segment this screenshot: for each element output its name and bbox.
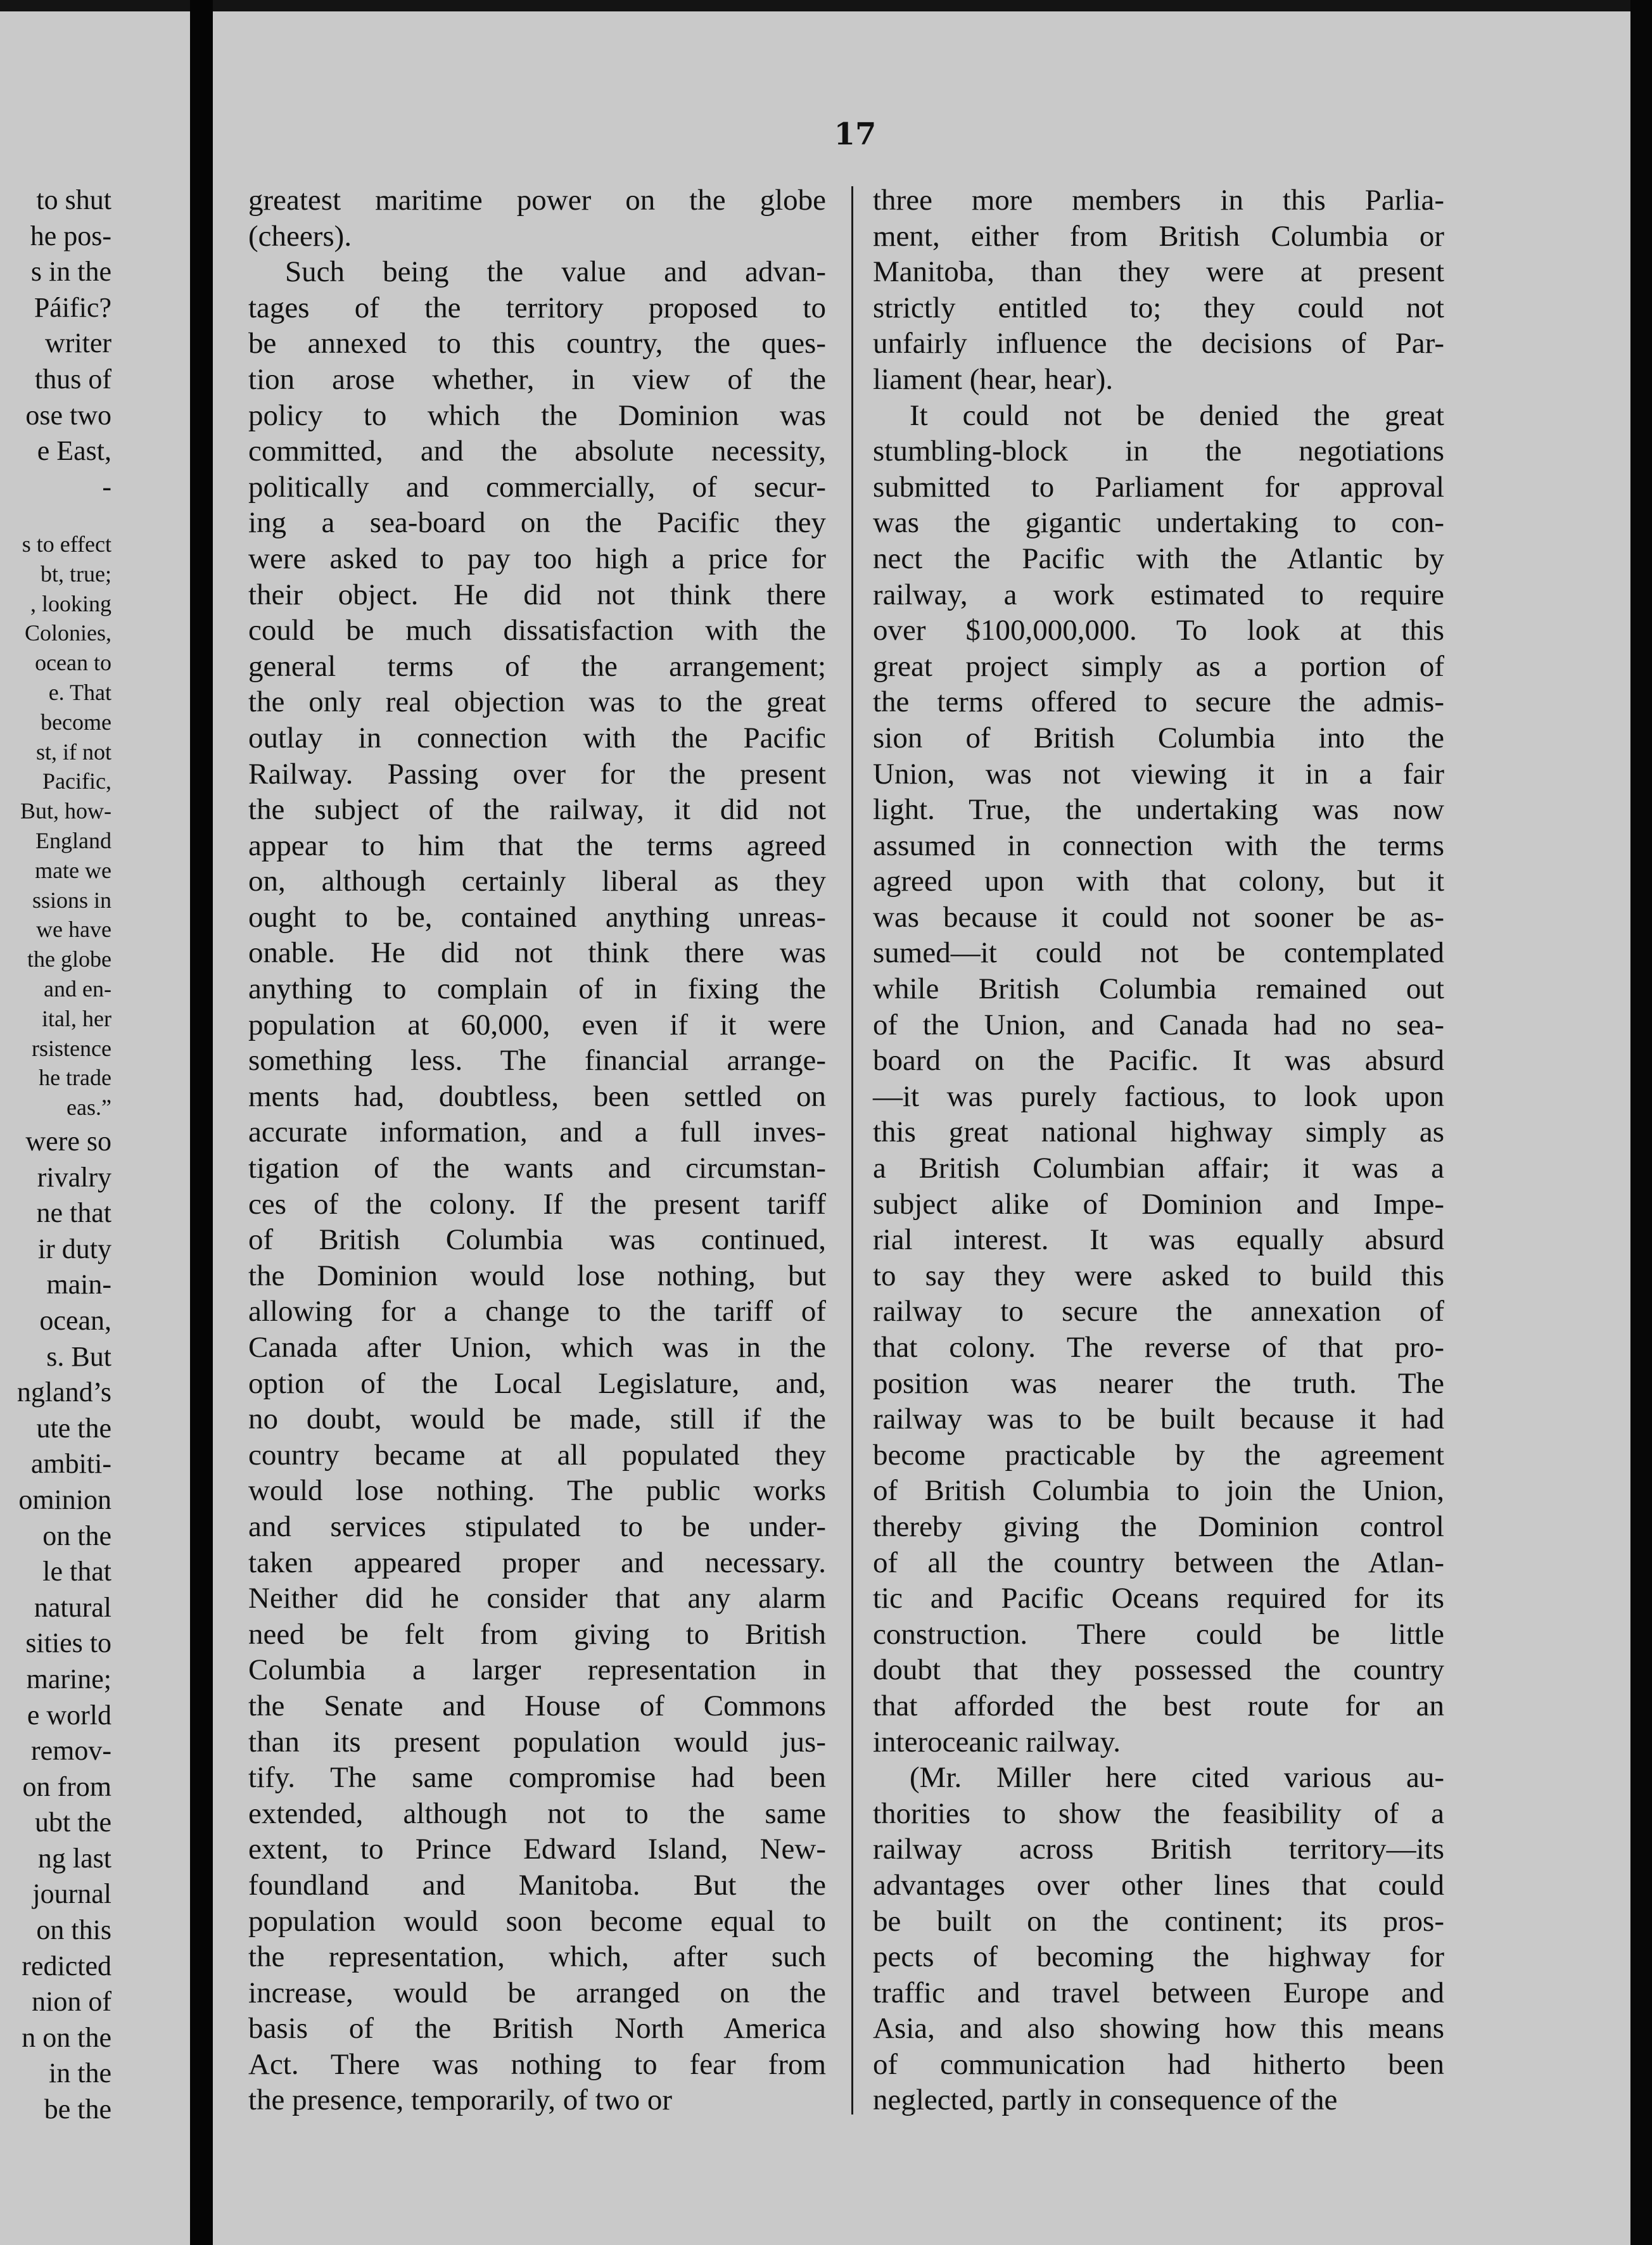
fragment-line: thus of (35, 363, 111, 395)
text-line: a British Columbian affair; it was a (873, 1152, 1444, 1185)
fragment-line: redicted (22, 1950, 111, 1981)
fragment-line: ubt the (35, 1807, 111, 1838)
text-line: of British Columbia to join the Union, (873, 1474, 1444, 1508)
text-line: neglected, partly in consequence of the (873, 2083, 1338, 2117)
text-line: submitted to Parliament for approval (873, 470, 1444, 504)
text-line: increase, would be arranged on the (248, 1976, 826, 2009)
fragment-line: ose two (25, 399, 111, 431)
text-line: Asia, and also showing how this means (873, 2012, 1444, 2045)
text-line: need be felt from giving to British (248, 1617, 826, 1651)
fragment-line: s in the (30, 256, 111, 288)
fragment-line: ir duty (37, 1233, 111, 1264)
fragment-line: e. That (48, 679, 111, 705)
fragment-line: become (41, 709, 111, 735)
fragment-line: sities to (25, 1627, 111, 1659)
text-line: three more members in this Parlia- (873, 184, 1444, 217)
text-line: railway across British territory—its (873, 1833, 1444, 1866)
text-line: light. True, the undertaking was now (873, 793, 1444, 827)
text-line: tion arose whether, in view of the (248, 362, 826, 396)
text-line: greatest maritime power on the globe (248, 184, 826, 217)
text-line: railway, a work estimated to require (873, 578, 1444, 611)
text-line: basis of the British North America (248, 2012, 826, 2045)
fragment-line: Páific? (34, 291, 111, 323)
text-line: of the Union, and Canada had no sea- (873, 1008, 1444, 1041)
text-line: extent, to Prince Edward Island, New- (248, 1833, 826, 1866)
text-line: that afforded the best route for an (873, 1689, 1444, 1722)
text-line: thorities to show the feasibility of a (873, 1797, 1444, 1830)
fragment-line: marine; (26, 1663, 111, 1695)
text-line: policy to which the Dominion was (248, 398, 826, 432)
text-line: of communication had hitherto been (873, 2047, 1444, 2081)
fragment-line: on from (22, 1771, 111, 1802)
text-line: ing a sea-board on the Pacific they (248, 506, 826, 540)
fragment-line: , looking (30, 590, 111, 616)
fragment-line: were so (25, 1126, 111, 1157)
text-line: onable. He did not think there was (248, 936, 826, 970)
text-line: be built on the continent; its pros- (873, 1904, 1444, 1938)
text-line: anything to complain of in fixing the (248, 972, 826, 1006)
fragment-line: le that (42, 1556, 111, 1587)
fragment-line: ominion (18, 1484, 111, 1515)
fragment-line: he trade (39, 1065, 111, 1091)
text-line: would lose nothing. The public works (248, 1474, 826, 1508)
column-divider (851, 186, 853, 2115)
text-line: this great national highway simply as (873, 1116, 1444, 1149)
text-line: sumed—it could not be contemplated (873, 936, 1444, 970)
fragment-line: eas.” (67, 1095, 111, 1121)
text-line: the Senate and House of Commons (248, 1689, 826, 1722)
fragment-line: ssions in (32, 887, 111, 913)
fragment-line: st, if not (35, 739, 111, 765)
fragment-line: we have (36, 917, 111, 943)
text-line: to say they were asked to build this (873, 1259, 1444, 1292)
fragment-line: rivalry (37, 1161, 111, 1193)
text-line: the presence, temporarily, of two or (248, 2083, 673, 2117)
fragment-line: ocean to (35, 650, 111, 676)
text-line: Union, was not viewing it in a fair (873, 757, 1444, 791)
text-line: Canada after Union, which was in the (248, 1331, 826, 1364)
text-column-right (854, 182, 1444, 2118)
text-line: sion of British Columbia into the (873, 721, 1444, 754)
page-number: 17 (834, 117, 877, 152)
text-line: nect the Pacific with the Atlantic by (873, 542, 1444, 575)
text-line: tigation of the wants and circumstan- (248, 1152, 826, 1185)
fragment-block (0, 182, 111, 505)
text-line: assumed in connection with the terms (873, 829, 1444, 862)
text-line: stumbling-block in the negotiations (873, 435, 1444, 468)
text-line: appear to him that the terms agreed (248, 829, 826, 862)
binding-shadow (190, 0, 213, 2245)
text-line: traffic and travel between Europe and (873, 1976, 1444, 2009)
text-line: committed, and the absolute necessity, (248, 435, 826, 468)
text-line: Manitoba, than they were at present (873, 255, 1444, 289)
text-line: the Dominion would lose nothing, but (248, 1259, 826, 1292)
text-line: unfairly influence the decisions of Par- (873, 327, 1444, 360)
text-line: was because it could not sooner be as- (873, 900, 1444, 934)
text-line: great project simply as a portion of (873, 649, 1444, 683)
top-page-edge (0, 0, 1652, 11)
text-line: Neither did he consider that any alarm (248, 1582, 826, 1615)
text-line: the only real objection was to the great (248, 685, 826, 719)
text-line: advantages over other lines that could (873, 1868, 1444, 1902)
text-line: outlay in connection with the Pacific (248, 721, 826, 754)
fragment-line: ambiti- (30, 1448, 111, 1480)
fragment-line: nion of (32, 1986, 111, 2018)
text-line: ces of the colony. If the present tariff (248, 1187, 826, 1221)
text-line: rial interest. It was equally absurd (873, 1223, 1444, 1257)
text-line: doubt that they possessed the country (873, 1653, 1444, 1687)
text-line: their object. He did not think there (248, 578, 826, 611)
text-line: no doubt, would be made, still if the (248, 1402, 826, 1436)
fragment-line: s. But (46, 1340, 111, 1372)
text-line: (cheers). (248, 219, 352, 253)
fragment-line: writer (44, 328, 111, 359)
fragment-line: bt, true; (41, 561, 111, 587)
text-line: the representation, which, after such (248, 1940, 826, 1974)
text-line: population at 60,000, even if it were (248, 1008, 826, 1041)
text-line: liament (hear, hear). (873, 362, 1114, 396)
text-line: extended, although not to the same (248, 1797, 826, 1830)
fragment-line: England (35, 827, 111, 853)
text-line: than its present population would jus- (248, 1725, 826, 1758)
text-line: foundland and Manitoba. But the (248, 1868, 826, 1902)
fragment-line: ital, her (42, 1005, 111, 1031)
text-line: tages of the territory proposed to (248, 291, 826, 324)
text-line: of all the country between the Atlan- (873, 1546, 1444, 1579)
fragment-line: e world (27, 1699, 111, 1731)
fragment-line: n on the (22, 2021, 111, 2053)
fragment-line: e East, (37, 435, 111, 467)
text-line: Act. There was nothing to fear from (248, 2047, 826, 2081)
fragment-line: he pos- (30, 220, 111, 251)
text-line: accurate information, and a full inves- (248, 1116, 826, 1149)
text-line: politically and commercially, of secur- (248, 470, 826, 504)
text-line: ments had, doubtless, been settled on (248, 1079, 826, 1113)
fragment-line: rsistence (32, 1035, 111, 1061)
text-line: subject alike of Dominion and Impe- (873, 1187, 1444, 1221)
fragment-line: on the (42, 1520, 111, 1551)
text-line: (Mr. Miller here cited various au- (910, 1761, 1444, 1795)
text-line: become practicable by the agreement (873, 1438, 1444, 1472)
text-line: while British Columbia remained out (873, 972, 1444, 1006)
text-line: strictly entitled to; they could not (873, 291, 1444, 324)
fragment-line: the globe (27, 946, 111, 972)
fragment-block (0, 1124, 111, 2128)
fragment-line: main- (46, 1269, 111, 1301)
text-line: railway to secure the annexation of (873, 1295, 1444, 1328)
fragment-line: s to effect (22, 531, 111, 557)
fragment-line: journal (32, 1878, 111, 1910)
fragment-line: ocean, (39, 1304, 111, 1336)
text-line: that colony. The reverse of that pro- (873, 1331, 1444, 1364)
text-line: ought to be, contained anything unreas- (248, 900, 826, 934)
text-line: taken appeared proper and necessary. (248, 1546, 826, 1579)
text-line: the subject of the railway, it did not (248, 793, 826, 827)
fragment-line: mate we (35, 857, 111, 883)
text-line: option of the Local Legislature, and, (248, 1366, 826, 1400)
fragment-line: Colonies, (24, 620, 111, 646)
text-line: Columbia a larger representation in (248, 1653, 826, 1687)
fragment-line: ng last (37, 1842, 111, 1874)
text-line: Such being the value and advan- (285, 255, 826, 289)
fragment-line: remov- (30, 1735, 111, 1767)
text-line: something less. The financial arrange- (248, 1044, 826, 1078)
text-line: board on the Pacific. It was absurd (873, 1044, 1444, 1078)
text-line: over $100,000,000. To look at this (873, 614, 1444, 647)
text-line: interoceanic railway. (873, 1725, 1121, 1758)
text-line: Railway. Passing over for the present (248, 757, 826, 791)
fragment-line: and en- (44, 976, 111, 1002)
text-line: population would soon become equal to (248, 1904, 826, 1938)
text-line: the terms offered to secure the admis- (873, 685, 1444, 719)
text-line: ment, either from British Columbia or (873, 219, 1444, 253)
text-line: on, although certainly liberal as they (248, 865, 826, 898)
fragment-line: on this (36, 1914, 111, 1946)
text-line: construction. There could be little (873, 1617, 1444, 1651)
fragment-block (0, 530, 111, 1122)
fragment-line: ngland’s (16, 1377, 111, 1408)
text-line: It could not be denied the great (910, 398, 1444, 432)
right-page-edge (1630, 0, 1652, 2245)
fragment-line: in the (49, 2057, 111, 2089)
fragment-line: Pacific, (42, 768, 111, 794)
fragment-line: to shut (36, 184, 111, 215)
text-line: tify. The same compromise had been (248, 1761, 826, 1795)
text-line: be annexed to this country, the ques- (248, 327, 826, 360)
text-column-left (248, 182, 826, 2118)
text-line: allowing for a change to the tariff of (248, 1295, 826, 1328)
text-line: agreed upon with that colony, but it (873, 865, 1444, 898)
text-line: of British Columbia was continued, (248, 1223, 826, 1257)
fragment-line: be the (44, 2094, 111, 2125)
text-line: was the gigantic undertaking to con- (873, 506, 1444, 540)
fragment-line: ne that (36, 1197, 111, 1229)
fragment-line: - (102, 471, 111, 502)
fragment-line: But, how- (20, 798, 111, 824)
text-line: country became at all populated they (248, 1438, 826, 1472)
text-line: and services stipulated to be under- (248, 1510, 826, 1543)
text-line: could be much dissatisfaction with the (248, 614, 826, 647)
text-line: railway was to be built because it had (873, 1402, 1444, 1436)
text-line: pects of becoming the highway for (873, 1940, 1444, 1974)
text-line: —it was purely factious, to look upon (873, 1079, 1444, 1113)
text-line: position was nearer the truth. The (873, 1366, 1444, 1400)
text-line: general terms of the arrangement; (248, 649, 826, 683)
text-line: thereby giving the Dominion control (873, 1510, 1444, 1543)
text-line: were asked to pay too high a price for (248, 542, 826, 575)
text-line: tic and Pacific Oceans required for its (873, 1582, 1444, 1615)
fragment-line: ute the (36, 1412, 111, 1444)
fragment-line: natural (34, 1591, 111, 1623)
